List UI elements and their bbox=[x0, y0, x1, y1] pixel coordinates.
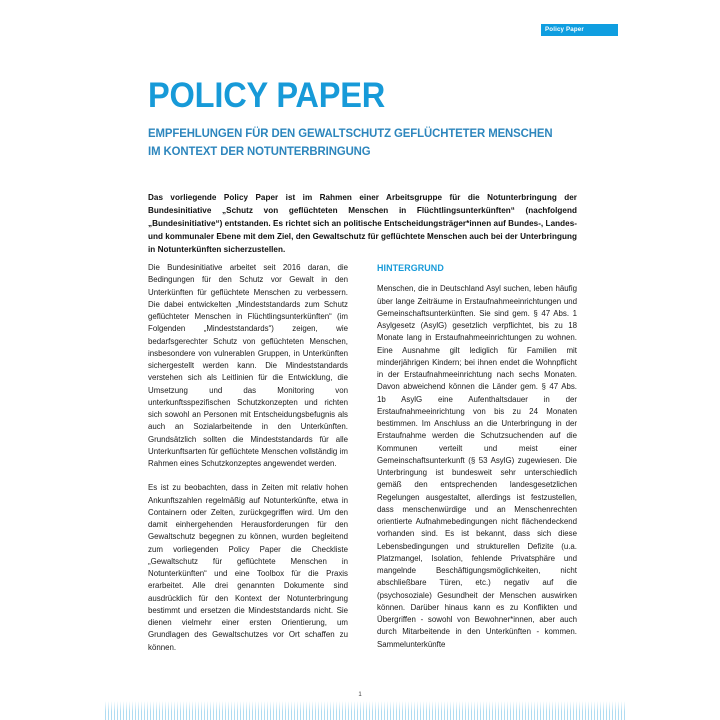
paragraph: Die Bundesinitiative arbeitet seit 2016 daran, die Bedingungen für den Schutz vor Gewalt in den Unterkünften für geflüchtete Menschen zu verbessern. Die dabei entwickelten „Mindeststandards zum Schutz geflüchteter Menschen in Flüchtlingsunterkünften“ (im Folgenden „Mindeststandards“) zeigen, wie bedarfsgerechter Schutz von geflüchteten Menschen, insbesondere von vulnerablen Gruppen, in Unterkünften sichergestellt werden kann. Die Mindeststandards verstehen sich als Leitlinien für die Entwicklung, die Umsetzung und das Monitoring von unterkunftsspezifischen Schutzkonzepten und richten sich sowohl an Personen mit Entscheidungsbefugnis als auch an Sozialarbeitende in den Unterkünften. Grundsätzlich sollten die Mindeststandards für alle Unterkunftsarten für geflüchtete Menschen vollständig im Rahmen eines Schutzkonzeptes angewendet werden. bbox=[148, 263, 348, 468]
page-subtitle-line-2: IM KONTEXT DER NOTUNTERBRINGUNG bbox=[148, 144, 371, 158]
paragraph: Menschen, die in Deutschland Asyl suchen, leben häufig über lange Zeiträume in Erstaufnahmeeinrichtungen und Gemeinschaftsunterkünften. Sie sind gem. § 47 Abs. 1 Asylgesetz (AsylG) gesetzlich verpflichtet, bis zu 18 Monate lang in Erstaufnahmeeinrichtungen zu wohnen. Eine Ausnahme gilt lediglich für Familien mit minderjährigen Kindern; bei ihnen endet die Wohnpflicht in der Erstaufnahmeeinrichtung nach sechs Monaten. Davon abweichend können die Länder gem. § 47 Abs. 1b AsylG eine Aufenthaltsdauer in der Erstaufnahmeeinrichtung von bis zu 24 Monaten bestimmen. Im Anschluss an die Unterbringung in der Erstaufnahme werden die Schutzsuchenden auf die Kommunen verteilt und meist einer Gemeinschaftsunterkunft (§ 53 AsylG) zugewiesen. Die Unterbringung ist bundesweit sehr unterschiedlich gemäß den entsprechenden landesgesetzlichen Regelungen ausgestaltet, allerdings ist festzustellen, dass menschenwürdige und an Menschenrechten orientierte Aufnahmebedingungen nicht flächendeckend vorhanden sind. Es ist bekannt, dass sich diese Lebensbedingungen und strukturellen Defizite (u.a. Platzmangel, Isolation, fehlende Privatsphäre und mangelnde Beschäftigungsmöglichkeiten, nicht abschließbare Türen, etc.) negativ auf die (psychosoziale) Gesundheit der Menschen auswirken können. Darüber hinaus kann es zu Konflikten und Übergriffen - sowohl von Bewohner*innen, aber auch durch Mitarbeitende in den Unterkünften - kommen. Sammelunterkünfte bbox=[377, 284, 577, 649]
page-subtitle bbox=[148, 124, 566, 160]
body-columns bbox=[148, 262, 577, 682]
page-subtitle-line-1: EMPFEHLUNGEN FÜR DEN GEWALTSCHUTZ GEFLÜCHTETER MENSCHEN bbox=[148, 126, 553, 140]
body-column-left bbox=[148, 262, 348, 654]
paragraph: Es ist zu beobachten, dass in Zeiten mit relativ hohen Ankunftszahlen regelmäßig auf Notunterkünfte, etwa in Containern oder Zelten, zurückgegriffen wird. Um den damit einhergehenden Herausforderungen für den Gewaltschutz begegnen zu können, wurden begleitend zum vorliegenden Policy Paper die Checkliste „Gewaltschutz für geflüchtete Menschen in Notunterkünften“ und eine Toolbox für die Praxis erarbeitet. Alle drei genannten Dokumente sind ausdrücklich für den Kontext der Notunterbringung bestimmt und ersetzen die Mindeststandards nicht. Sie dienen vielmehr einer ersten Orientierung, um Grundlagen des Gewaltschutzes vor Ort schaffen zu können. bbox=[148, 483, 348, 652]
section-heading-hintergrund: HINTERGRUND bbox=[377, 262, 444, 273]
document-tab-label: Policy Paper bbox=[541, 24, 618, 36]
masthead bbox=[148, 78, 593, 160]
page-number: 1 bbox=[358, 692, 362, 698]
body-column-right bbox=[377, 262, 577, 651]
page-title: POLICY PAPER bbox=[148, 76, 386, 115]
footer-stripe-decoration bbox=[105, 701, 625, 720]
lead-paragraph: Das vorliegende Policy Paper ist im Rahmen einer Arbeitsgruppe für die Notunterbringung der Bundesinitiative „Schutz von geflüchteten Menschen in Flüchtlingsunterkünften“ (nachfolgend „Bundesinitiative“) entstanden. Es richtet sich an politische Entscheidungsträger*innen auf Bundes-, Landes- und kommunaler Ebene mit dem Ziel, den Gewaltschutz für geflüchtete Menschen auch bei der Unterbringung in Notunterkünften sicherzustellen. bbox=[148, 193, 577, 255]
